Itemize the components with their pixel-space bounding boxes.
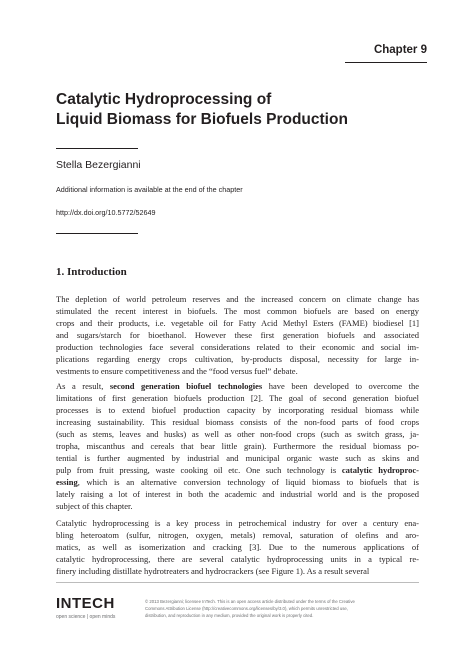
title-line: Liquid Biomass for Biofuels Production bbox=[56, 111, 348, 128]
text-run: and sugars/starch for bioethanol. However these first generation biofuels and associated bbox=[56, 330, 419, 341]
paragraph bbox=[56, 293, 419, 377]
copyright-notice bbox=[145, 598, 425, 619]
text-run: finery including distillate hydrotreaters and hydrocrackers (see Figure 1). As a result several bbox=[56, 566, 370, 577]
text-run: The depletion of world petroleum reserves and the increased concern on climate change has bbox=[56, 294, 419, 304]
text-run: increasing sustainability. This residual biomass consists of the non-food parts of food crops bbox=[56, 417, 419, 428]
text-run: stimulated the recent interest in biofuels. The most common biofuels are based on energy bbox=[56, 306, 419, 317]
bold-term: catalytic hydroproc- bbox=[341, 465, 419, 476]
text-line bbox=[56, 476, 419, 488]
text-run: plications regarding energy crops cultivation, by-products disposal, necessity for large in- bbox=[56, 354, 419, 365]
text-run: bling heteroatom (sulfur, nitrogen, oxygen, metals) removal, saturation of olefins and aro- bbox=[56, 530, 419, 541]
text-run: have been developed to overcome the bbox=[262, 381, 419, 391]
text-run: crops and their products, i.e. vegetable oil for Fatty Acid Methyl Esters (FAME) biodiesel [1] bbox=[56, 318, 419, 329]
paragraph bbox=[56, 380, 419, 513]
chapter-title bbox=[56, 90, 436, 130]
text-line bbox=[56, 305, 419, 317]
additional-info: Additional information is available at the end of the chapter bbox=[56, 185, 243, 194]
text-line bbox=[56, 488, 419, 500]
author-name: Stella Bezergianni bbox=[56, 159, 141, 171]
text-line bbox=[56, 404, 419, 416]
section-heading: 1. Introduction bbox=[56, 266, 127, 278]
text-run: limitations of first generation biofuels production [2]. The goal of second generation biofuel bbox=[56, 393, 419, 404]
text-run: catalytic hydroprocessing, there are several catalytic hydroprocessing units in a typical re- bbox=[56, 554, 419, 565]
intech-logo bbox=[56, 596, 115, 620]
paragraph-text bbox=[56, 293, 419, 377]
text-line bbox=[56, 428, 419, 440]
chapter-rule bbox=[345, 62, 427, 63]
text-run: processes is to extend biofuel production capacity by incorporating residual biomass while bbox=[56, 405, 419, 416]
text-line bbox=[56, 392, 419, 404]
title-line: Catalytic Hydroprocessing of bbox=[56, 91, 272, 108]
doi-link[interactable]: http://dx.doi.org/10.5772/52649 bbox=[56, 208, 156, 217]
text-line bbox=[56, 452, 419, 464]
bold-term: essing bbox=[56, 477, 78, 488]
text-line bbox=[56, 353, 419, 365]
logo-word: INTECH bbox=[56, 595, 115, 612]
copyright-line: © 2013 Bezergianni; licensee InTech. This is an open access article distributed under the terms of the Creative bbox=[145, 599, 355, 604]
paragraph-text bbox=[56, 380, 419, 513]
text-line bbox=[56, 317, 419, 329]
text-run: subject of this chapter. bbox=[56, 501, 133, 512]
text-run: vestments to ensure competitiveness and the “food versus fuel” debate. bbox=[56, 366, 298, 377]
paragraph bbox=[56, 517, 419, 577]
text-run: (such as stems, leaves and husks) as well as other non-food crops (such as switch grass, ja- bbox=[56, 429, 419, 440]
text-run: tropha, miscanthus and cereals that bear little grain). Furthermore the residual biomass po- bbox=[56, 441, 419, 452]
text-line bbox=[56, 365, 419, 377]
text-line bbox=[56, 529, 419, 541]
copyright-line: distribution, and reproduction in any medium, provided the original work is properly cited. bbox=[145, 613, 314, 618]
text-run: matics, as well as isomerization and cracking [3]. Due to the numerous applications of bbox=[56, 542, 419, 553]
text-run: pulp from fruit pressing, waste cooking oil etc. One such technology is bbox=[56, 465, 342, 476]
text-run: tential is further augmented by industrial and municipal organic waste such as skins and bbox=[56, 453, 419, 464]
chapter-label: Chapter 9 bbox=[373, 44, 427, 56]
text-line bbox=[56, 416, 419, 428]
text-line bbox=[56, 380, 419, 392]
copyright-line: Commons Attribution License (http://creativecommons.org/licenses/by/3.0), which permits unrestricted use, bbox=[145, 606, 348, 611]
text-line bbox=[56, 341, 419, 353]
text-run: As a result, bbox=[56, 381, 110, 391]
header-divider bbox=[56, 233, 138, 234]
text-run: lately raising a lot of interest in both the academic and industrial world and is the proposed bbox=[56, 489, 419, 500]
logo-tagline: open science | open minds bbox=[56, 614, 116, 620]
text-line bbox=[56, 553, 419, 565]
footer-rule bbox=[56, 582, 419, 583]
text-line bbox=[56, 500, 419, 512]
text-line bbox=[56, 464, 419, 476]
text-line bbox=[56, 329, 419, 341]
text-line bbox=[56, 565, 419, 577]
text-line bbox=[56, 293, 419, 305]
text-line bbox=[56, 440, 419, 452]
text-run: Catalytic hydroprocessing is a key process in petrochemical industry for over a century ena- bbox=[56, 518, 419, 528]
text-line bbox=[56, 541, 419, 553]
title-divider bbox=[56, 148, 138, 149]
text-run: , which is an alternative conversion technology of liquid biomass to biofuels that is bbox=[77, 477, 419, 488]
text-run: production technologies face several considerations related to their economic and social im- bbox=[56, 342, 419, 353]
bold-term: second generation biofuel technologies bbox=[109, 381, 263, 391]
paragraph-text bbox=[56, 517, 419, 577]
text-line bbox=[56, 517, 419, 529]
